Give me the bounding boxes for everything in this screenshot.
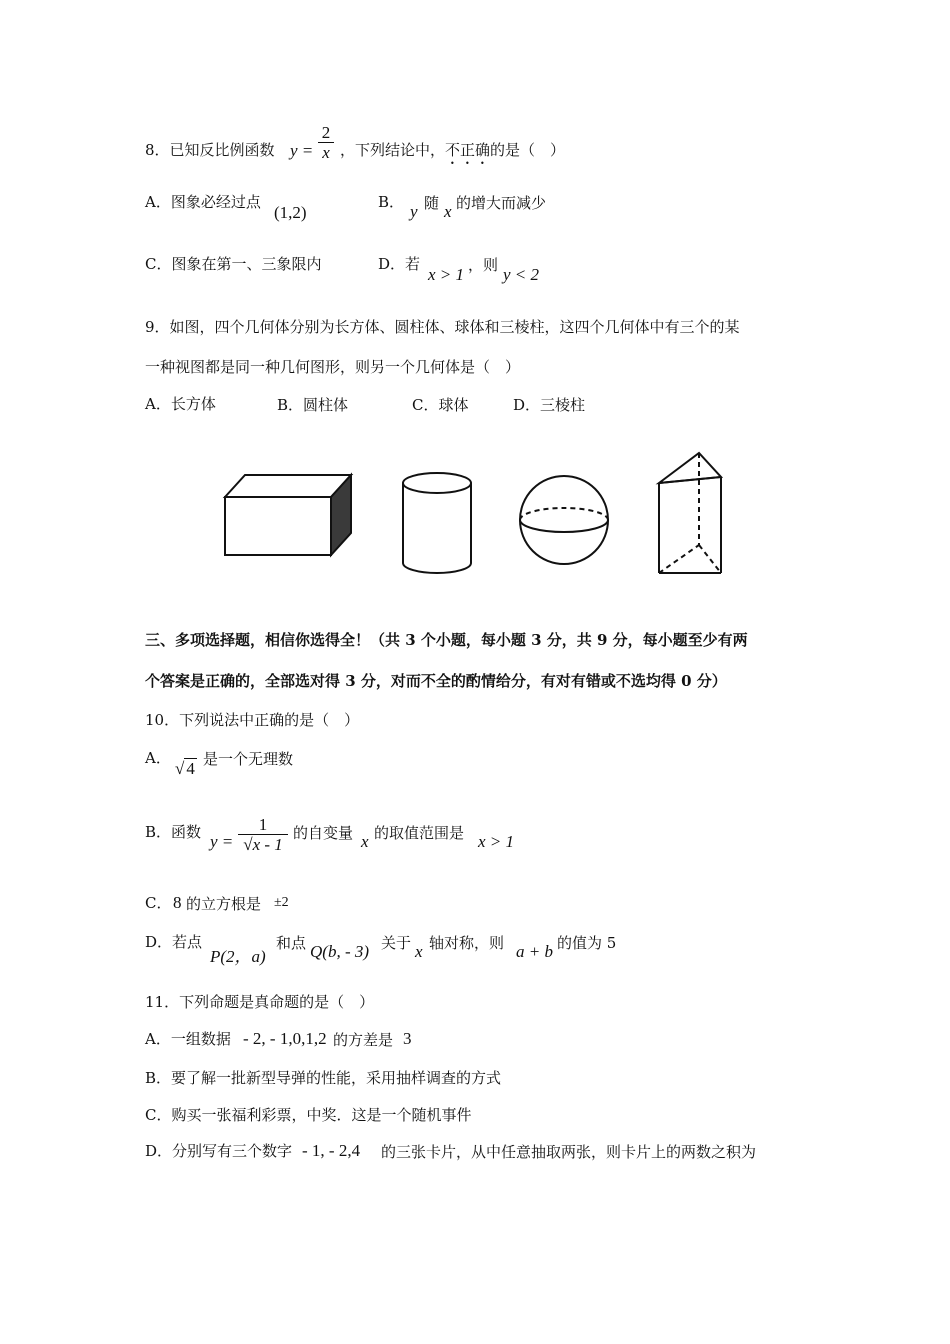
q10-option-d-x: x [415,942,423,961]
q8-func-lhs: y = [290,141,314,160]
q10-option-d-point-q: Q(b, - 3) [310,942,370,961]
q10-option-d: D．若点 [145,933,203,951]
q8-option-b-text: 的增大而减少 [456,194,547,212]
q10-option-b-lhs: y = [210,832,234,851]
q11-option-a: A．一组数据 [145,1030,231,1048]
q10-option-a-text: 是一个无理数 [203,750,294,768]
q10-option-d-sum: a + b [516,942,553,961]
q10-option-c-num: 8 [173,893,182,912]
solids-figure [215,445,735,585]
q11-option-c: C．购买一张福利彩票，中奖．这是一个随机事件 [145,1106,472,1124]
q10-option-d-point-p: P(2，a) [210,947,266,966]
q10-option-c: C． [145,894,172,912]
q10-stem: 10．下列说法中正确的是（ ） [145,711,360,729]
q8-option-b-mid: 随 [424,194,440,212]
cuboid-shape [225,475,351,555]
q8-stem-rest: ，下列结论中，不正确的是（ ） [340,141,566,159]
q10-option-c-text: 的立方根是 [186,895,262,913]
q10-option-b-res: x > 1 [478,832,515,851]
q10-option-b-fraction: 1 √x - 1 [238,816,288,855]
q8-stem: 8．已知反比例函数 [145,141,275,159]
q9-option-d: D．三棱柱 [513,396,586,414]
q10-option-b-text: 的取值范围是 [374,824,465,842]
q8-emphasis: 不正确 [445,141,491,159]
q11-option-d-text: 的三张卡片，从中任意抽取两张，则卡片上的两数之积为 [381,1143,757,1161]
cylinder-shape [403,473,471,573]
q11-option-d-nums: - 1, - 2,4 [302,1141,361,1160]
section3-heading-line1: 三、多项选择题，相信你选得全！（共 3 个小题，每小题 3 分，共 9 分，每小题至少有两 [145,631,748,649]
q8-option-d-cond: x > 1 [428,265,465,284]
q8-option-c: C．图象在第一、三象限内 [145,255,322,273]
q11-option-b: B．要了解一批新型导弹的性能，采用抽样调查的方式 [145,1069,502,1087]
q10-option-c-res: ±2 [274,895,289,910]
triangular-prism-shape [659,453,721,573]
sphere-shape [520,476,608,564]
q10-option-d-end: 的值为 5 [557,934,617,952]
q10-option-a: A． [145,749,171,767]
q11-option-a-text: 的方差是 [333,1031,394,1049]
q9-option-c: C．球体 [412,396,469,414]
q10-option-d-and: 和点 [276,934,307,952]
q9-option-b: B．圆柱体 [277,396,349,414]
q10-option-d-about: 关于 [381,934,412,952]
q11-option-d: D．分别写有三个数字 [145,1142,293,1160]
q11-option-a-val: 3 [403,1029,412,1048]
q8-option-b-x: x [444,202,452,221]
q11-stem: 11．下列命题是真命题的是（ ） [145,993,375,1011]
q8-option-d-res: y < 2 [503,265,540,284]
q11-option-a-data: - 2, - 1,0,1,2 [243,1029,327,1048]
q10-option-b-mid: 的自变量 [293,824,354,842]
q10-option-a-sqrt: √ 4 [175,759,195,778]
q8-option-d: D．若 [378,255,421,273]
q10-option-d-axis: 轴对称，则 [429,934,505,952]
q9-stem-line2: 一种视图都是同一种几何图形，则另一个几何体是（ ） [145,358,521,376]
q8-option-a-point: (1,2) [274,203,307,222]
q10-option-b-x: x [361,832,369,851]
q8-option-b: B． [378,193,405,211]
q8-option-a: A．图象必经过点 [145,193,261,211]
q10-option-b: B．函数 [145,823,202,841]
q8-option-b-y: y [410,202,418,221]
q9-option-a: A．长方体 [145,395,216,413]
section3-heading-line2: 个答案是正确的，全部选对得 3 分，对而不全的酌情给分，有对有错或不选均得 0 分） [145,672,727,690]
q9-stem-line1: 9．如图，四个几何体分别为长方体、圆柱体、球体和三棱柱，这四个几何体中有三个的某 [145,318,740,336]
q8-fraction: 2 x [318,124,334,163]
q8-option-d-mid: ，则 [468,256,499,274]
